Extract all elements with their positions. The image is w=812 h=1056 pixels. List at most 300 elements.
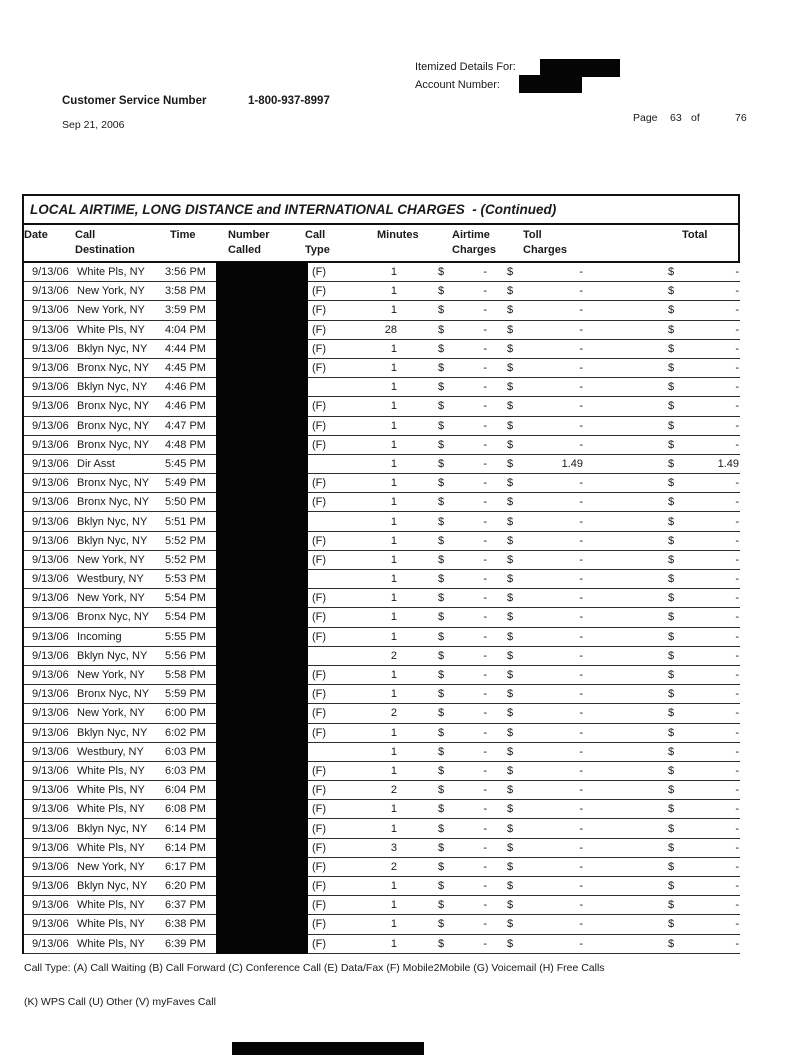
cell-call-destination: Bklyn Nyc, NY	[77, 381, 148, 394]
cell-airtime-charges	[410, 439, 494, 451]
cell-toll-charges	[494, 362, 586, 374]
cell-total	[586, 707, 742, 719]
table-row	[24, 570, 740, 589]
currency-symbol: $	[668, 899, 675, 912]
currency-symbol: $	[668, 726, 675, 739]
cell-minutes: 1	[390, 573, 397, 586]
cell-call-destination: Bklyn Nyc, NY	[77, 342, 148, 355]
cell-call-destination: Bronx Nyc, NY	[77, 477, 150, 490]
cell-toll-charges	[494, 477, 586, 489]
cell-call-type: (F)	[312, 438, 327, 451]
cell-date: 9/13/06	[32, 381, 69, 394]
cell-date: 9/13/06	[32, 611, 69, 624]
cell-call-type: (F)	[312, 918, 327, 931]
cell-total-value: -	[735, 745, 739, 758]
cell-time: 5:54 PM	[165, 611, 206, 624]
cell-airtime-charges	[410, 746, 494, 758]
cell-time: 5:58 PM	[165, 669, 206, 682]
currency-symbol: $	[507, 515, 514, 528]
cell-time: 4:48 PM	[165, 438, 206, 451]
cell-toll-charges-value: -	[579, 611, 583, 624]
cell-total	[586, 535, 742, 547]
cell-minutes: 1	[390, 266, 397, 279]
cell-call-type: (F)	[312, 899, 327, 912]
cell-minutes: 2	[390, 649, 397, 662]
col-header-airtime-charges: Airtime Charges	[452, 229, 497, 256]
cell-toll-charges	[494, 784, 586, 796]
cell-airtime-charges-value: -	[483, 745, 487, 758]
cell-toll-charges-value: -	[579, 822, 583, 835]
cell-total-value: -	[735, 515, 739, 528]
cell-total-value: -	[735, 438, 739, 451]
cell-total	[586, 727, 742, 739]
cell-airtime-charges-value: -	[483, 266, 487, 279]
cell-airtime-charges	[410, 861, 494, 873]
currency-symbol: $	[507, 323, 514, 336]
table-row	[24, 915, 740, 934]
cell-total	[586, 477, 742, 489]
cell-toll-charges-value: 1.49	[561, 457, 583, 470]
currency-symbol: $	[438, 342, 445, 355]
cell-date: 9/13/06	[32, 784, 69, 797]
cell-airtime-charges	[410, 823, 494, 835]
table-row	[24, 378, 740, 397]
cell-toll-charges-value: -	[579, 860, 583, 873]
cell-minutes: 1	[390, 362, 397, 375]
cell-airtime-charges	[410, 880, 494, 892]
cell-airtime-charges	[410, 381, 494, 393]
table-row	[24, 340, 740, 359]
table-row	[24, 685, 740, 704]
cell-airtime-charges	[410, 362, 494, 374]
cell-total	[586, 938, 742, 950]
cell-date: 9/13/06	[32, 438, 69, 451]
currency-symbol: $	[668, 553, 675, 566]
col-header-call-type: Call Type	[305, 229, 330, 256]
cell-time: 5:49 PM	[165, 477, 206, 490]
cell-toll-charges-value: -	[579, 745, 583, 758]
cell-total-value: -	[735, 726, 739, 739]
cell-time: 3:59 PM	[165, 304, 206, 317]
cell-call-type: (F)	[312, 764, 327, 777]
cell-time: 6:37 PM	[165, 899, 206, 912]
cell-toll-charges-value: -	[579, 707, 583, 720]
currency-symbol: $	[507, 937, 514, 950]
currency-symbol: $	[507, 266, 514, 279]
currency-symbol: $	[438, 860, 445, 873]
cell-toll-charges	[494, 516, 586, 528]
currency-symbol: $	[668, 457, 675, 470]
cell-airtime-charges	[410, 516, 494, 528]
cell-airtime-charges-value: -	[483, 630, 487, 643]
currency-symbol: $	[668, 515, 675, 528]
cell-minutes: 1	[390, 688, 397, 701]
cell-call-destination: Bronx Nyc, NY	[77, 419, 150, 432]
cell-toll-charges	[494, 823, 586, 835]
cell-toll-charges-value: -	[579, 496, 583, 509]
cell-airtime-charges-value: -	[483, 362, 487, 375]
cell-call-destination: White Pls, NY	[77, 841, 145, 854]
cell-call-destination: New York, NY	[77, 669, 145, 682]
cell-toll-charges-value: -	[579, 438, 583, 451]
cell-airtime-charges	[410, 400, 494, 412]
cell-total	[586, 420, 742, 432]
cell-call-type: (F)	[312, 630, 327, 643]
table-row	[24, 359, 740, 378]
cell-toll-charges	[494, 535, 586, 547]
cell-toll-charges-value: -	[579, 803, 583, 816]
cell-total	[586, 861, 742, 873]
cell-date: 9/13/06	[32, 707, 69, 720]
cell-airtime-charges-value: -	[483, 611, 487, 624]
cell-toll-charges	[494, 765, 586, 777]
table-row	[24, 839, 740, 858]
currency-symbol: $	[507, 726, 514, 739]
cell-airtime-charges-value: -	[483, 937, 487, 950]
table-row	[24, 532, 740, 551]
currency-symbol: $	[438, 573, 445, 586]
cell-time: 6:38 PM	[165, 918, 206, 931]
cell-minutes: 1	[390, 764, 397, 777]
cell-total-value: -	[735, 707, 739, 720]
cell-time: 6:14 PM	[165, 841, 206, 854]
col-header-minutes: Minutes	[377, 229, 419, 241]
cell-time: 5:54 PM	[165, 592, 206, 605]
table-row	[24, 263, 740, 282]
cell-toll-charges	[494, 285, 586, 297]
table-row	[24, 455, 740, 474]
currency-symbol: $	[438, 438, 445, 451]
cell-call-destination: White Pls, NY	[77, 918, 145, 931]
cell-total	[586, 573, 742, 585]
table-row	[24, 301, 740, 320]
cell-airtime-charges-value: -	[483, 649, 487, 662]
cell-call-type: (F)	[312, 784, 327, 797]
cell-time: 3:56 PM	[165, 266, 206, 279]
cell-call-destination: Bronx Nyc, NY	[77, 611, 150, 624]
cell-call-destination: Bklyn Nyc, NY	[77, 649, 148, 662]
currency-symbol: $	[438, 592, 445, 605]
currency-symbol: $	[438, 285, 445, 298]
cell-total	[586, 611, 742, 623]
currency-symbol: $	[668, 592, 675, 605]
cell-toll-charges-value: -	[579, 669, 583, 682]
charges-table-head-box	[22, 194, 740, 263]
cell-toll-charges	[494, 842, 586, 854]
currency-symbol: $	[507, 285, 514, 298]
cell-airtime-charges-value: -	[483, 726, 487, 739]
col-header-total: Total	[682, 229, 708, 241]
currency-symbol: $	[507, 803, 514, 816]
currency-symbol: $	[438, 515, 445, 528]
cell-total	[586, 458, 742, 470]
cell-minutes: 1	[390, 553, 397, 566]
cell-airtime-charges-value: -	[483, 764, 487, 777]
currency-symbol: $	[668, 611, 675, 624]
cell-toll-charges	[494, 707, 586, 719]
cell-airtime-charges-value: -	[483, 918, 487, 931]
currency-symbol: $	[668, 419, 675, 432]
table-row	[24, 436, 740, 455]
cell-date: 9/13/06	[32, 899, 69, 912]
currency-symbol: $	[438, 649, 445, 662]
cell-toll-charges-value: -	[579, 784, 583, 797]
cell-total-value: -	[735, 534, 739, 547]
cell-toll-charges	[494, 631, 586, 643]
currency-symbol: $	[438, 669, 445, 682]
cell-airtime-charges	[410, 707, 494, 719]
cell-toll-charges	[494, 861, 586, 873]
cell-airtime-charges-value: -	[483, 457, 487, 470]
cell-minutes: 2	[390, 707, 397, 720]
currency-symbol: $	[668, 573, 675, 586]
cell-date: 9/13/06	[32, 457, 69, 470]
table-row	[24, 589, 740, 608]
cell-minutes: 1	[390, 803, 397, 816]
currency-symbol: $	[438, 880, 445, 893]
cell-date: 9/13/06	[32, 688, 69, 701]
cell-total	[586, 631, 742, 643]
cell-airtime-charges	[410, 842, 494, 854]
table-row	[24, 724, 740, 743]
cell-toll-charges-value: -	[579, 899, 583, 912]
cell-airtime-charges-value: -	[483, 285, 487, 298]
cell-minutes: 1	[390, 937, 397, 950]
cell-total-value: -	[735, 669, 739, 682]
table-title: LOCAL AIRTIME, LONG DISTANCE and INTERNATIONAL CHARGES - (Continued)	[24, 196, 738, 225]
cell-call-type: (F)	[312, 860, 327, 873]
currency-symbol: $	[668, 534, 675, 547]
currency-symbol: $	[438, 726, 445, 739]
cell-total	[586, 554, 742, 566]
currency-symbol: $	[438, 611, 445, 624]
cell-minutes: 1	[390, 899, 397, 912]
cell-airtime-charges-value: -	[483, 803, 487, 816]
cell-time: 6:08 PM	[165, 803, 206, 816]
cell-airtime-charges-value: -	[483, 477, 487, 490]
table-row	[24, 647, 740, 666]
cell-airtime-charges	[410, 458, 494, 470]
cell-airtime-charges	[410, 343, 494, 355]
cell-minutes: 1	[390, 669, 397, 682]
table-row	[24, 858, 740, 877]
cell-time: 6:39 PM	[165, 937, 206, 950]
cell-call-type: (F)	[312, 477, 327, 490]
col-header-toll-charges: Toll Charges	[523, 229, 568, 256]
cell-airtime-charges	[410, 535, 494, 547]
cell-airtime-charges-value: -	[483, 496, 487, 509]
cell-time: 6:17 PM	[165, 860, 206, 873]
table-row	[24, 743, 740, 762]
cell-airtime-charges-value: -	[483, 553, 487, 566]
cell-total	[586, 880, 742, 892]
table-row	[24, 608, 740, 627]
currency-symbol: $	[668, 438, 675, 451]
cell-total	[586, 669, 742, 681]
cell-toll-charges-value: -	[579, 553, 583, 566]
cell-toll-charges-value: -	[579, 419, 583, 432]
cell-toll-charges-value: -	[579, 285, 583, 298]
cell-time: 4:04 PM	[165, 323, 206, 336]
redaction-account-number	[519, 75, 582, 93]
currency-symbol: $	[507, 630, 514, 643]
cell-airtime-charges	[410, 784, 494, 796]
cell-minutes: 1	[390, 880, 397, 893]
currency-symbol: $	[507, 342, 514, 355]
currency-symbol: $	[668, 822, 675, 835]
cell-airtime-charges-value: -	[483, 822, 487, 835]
cell-date: 9/13/06	[32, 764, 69, 777]
currency-symbol: $	[438, 822, 445, 835]
cell-total	[586, 381, 742, 393]
currency-symbol: $	[507, 553, 514, 566]
cell-call-type: (F)	[312, 534, 327, 547]
page-total: 76	[735, 112, 747, 124]
cell-call-destination: Bronx Nyc, NY	[77, 362, 150, 375]
cell-minutes: 1	[390, 477, 397, 490]
currency-symbol: $	[507, 745, 514, 758]
cell-airtime-charges	[410, 803, 494, 815]
cell-minutes: 1	[390, 515, 397, 528]
currency-symbol: $	[668, 304, 675, 317]
currency-symbol: $	[507, 477, 514, 490]
cell-time: 4:44 PM	[165, 342, 206, 355]
table-body	[22, 263, 740, 954]
cell-call-type: (F)	[312, 880, 327, 893]
cell-toll-charges-value: -	[579, 649, 583, 662]
cell-call-type: (F)	[312, 285, 327, 298]
cell-date: 9/13/06	[32, 400, 69, 413]
cell-toll-charges-value: -	[579, 362, 583, 375]
currency-symbol: $	[668, 937, 675, 950]
cell-minutes: 1	[390, 342, 397, 355]
cell-time: 5:55 PM	[165, 630, 206, 643]
cell-total-value: -	[735, 918, 739, 931]
cell-minutes: 1	[390, 534, 397, 547]
cell-airtime-charges	[410, 631, 494, 643]
cell-time: 6:00 PM	[165, 707, 206, 720]
cell-date: 9/13/06	[32, 669, 69, 682]
cell-call-destination: Dir Asst	[77, 457, 115, 470]
currency-symbol: $	[438, 745, 445, 758]
cell-airtime-charges-value: -	[483, 688, 487, 701]
currency-symbol: $	[668, 381, 675, 394]
cell-airtime-charges	[410, 611, 494, 623]
cell-minutes: 1	[390, 726, 397, 739]
cell-toll-charges	[494, 458, 586, 470]
currency-symbol: $	[668, 880, 675, 893]
cell-toll-charges	[494, 899, 586, 911]
currency-symbol: $	[668, 745, 675, 758]
currency-symbol: $	[507, 381, 514, 394]
cell-date: 9/13/06	[32, 515, 69, 528]
cell-airtime-charges-value: -	[483, 860, 487, 873]
cell-call-destination: White Pls, NY	[77, 323, 145, 336]
cell-airtime-charges	[410, 765, 494, 777]
cell-date: 9/13/06	[32, 745, 69, 758]
cell-toll-charges	[494, 803, 586, 815]
cell-total-value: -	[735, 841, 739, 854]
cell-airtime-charges-value: -	[483, 400, 487, 413]
currency-symbol: $	[507, 304, 514, 317]
currency-symbol: $	[438, 899, 445, 912]
cell-call-type: (F)	[312, 400, 327, 413]
cell-total	[586, 918, 742, 930]
cell-time: 5:59 PM	[165, 688, 206, 701]
cell-call-type: (F)	[312, 592, 327, 605]
cell-toll-charges-value: -	[579, 688, 583, 701]
cell-toll-charges-value: -	[579, 381, 583, 394]
cell-minutes: 1	[390, 304, 397, 317]
cell-airtime-charges	[410, 918, 494, 930]
currency-symbol: $	[438, 803, 445, 816]
col-header-number-called: Number Called	[228, 229, 270, 256]
cell-call-destination: Bklyn Nyc, NY	[77, 822, 148, 835]
cell-airtime-charges	[410, 496, 494, 508]
cell-call-type: (F)	[312, 323, 327, 336]
cell-call-type: (F)	[312, 937, 327, 950]
currency-symbol: $	[668, 841, 675, 854]
cell-time: 5:56 PM	[165, 649, 206, 662]
cell-total-value: -	[735, 688, 739, 701]
cell-call-type: (F)	[312, 669, 327, 682]
currency-symbol: $	[507, 496, 514, 509]
cell-time: 5:50 PM	[165, 496, 206, 509]
cell-call-type: (F)	[312, 688, 327, 701]
cell-minutes: 1	[390, 745, 397, 758]
currency-symbol: $	[438, 362, 445, 375]
cell-toll-charges	[494, 400, 586, 412]
cell-airtime-charges-value: -	[483, 784, 487, 797]
currency-symbol: $	[507, 573, 514, 586]
currency-symbol: $	[507, 880, 514, 893]
cell-toll-charges	[494, 880, 586, 892]
cell-call-destination: New York, NY	[77, 285, 145, 298]
cell-total	[586, 650, 742, 662]
cell-airtime-charges	[410, 554, 494, 566]
currency-symbol: $	[668, 362, 675, 375]
table-row	[24, 493, 740, 512]
cell-total	[586, 304, 742, 316]
cell-time: 6:03 PM	[165, 764, 206, 777]
currency-symbol: $	[668, 764, 675, 777]
cell-toll-charges	[494, 918, 586, 930]
page-current: 63	[670, 112, 682, 124]
cell-total	[586, 516, 742, 528]
call-type-legend-line2: (K) WPS Call (U) Other (V) myFaves Call	[24, 996, 216, 1008]
currency-symbol: $	[438, 707, 445, 720]
cell-toll-charges-value: -	[579, 342, 583, 355]
currency-symbol: $	[507, 534, 514, 547]
cell-toll-charges-value: -	[579, 534, 583, 547]
cell-total-value: -	[735, 764, 739, 777]
cell-minutes: 2	[390, 784, 397, 797]
cell-total-value: -	[735, 266, 739, 279]
cell-minutes: 1	[390, 611, 397, 624]
cell-total-value: -	[735, 477, 739, 490]
cell-date: 9/13/06	[32, 323, 69, 336]
cell-call-type: (F)	[312, 304, 327, 317]
table-row	[24, 474, 740, 493]
table-row	[24, 417, 740, 436]
cell-airtime-charges-value: -	[483, 534, 487, 547]
cell-call-type: (F)	[312, 496, 327, 509]
table-row	[24, 704, 740, 723]
currency-symbol: $	[438, 630, 445, 643]
cell-call-destination: New York, NY	[77, 553, 145, 566]
cell-airtime-charges-value: -	[483, 342, 487, 355]
currency-symbol: $	[507, 860, 514, 873]
